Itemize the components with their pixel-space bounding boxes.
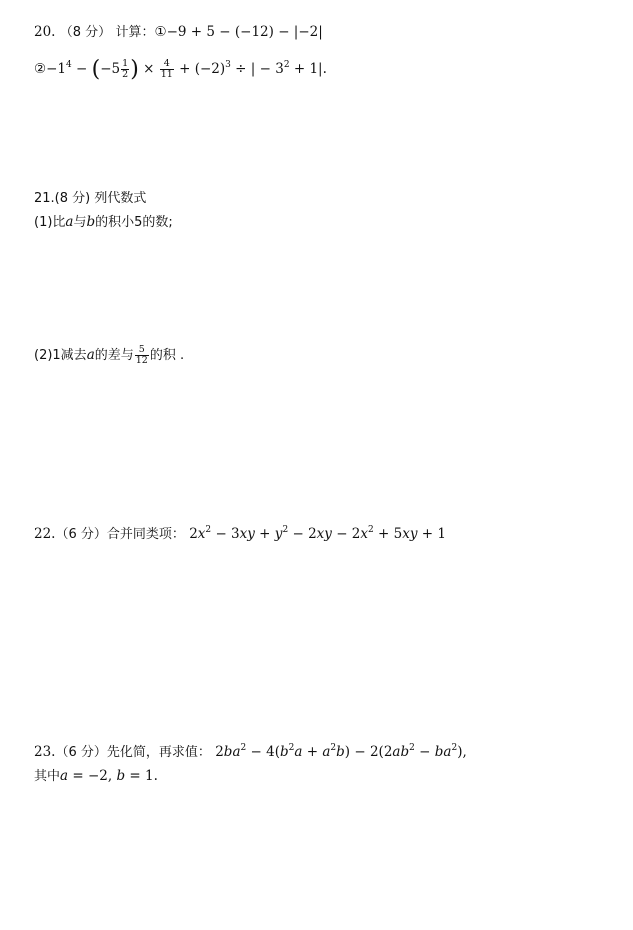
q22-line bbox=[34, 525, 446, 544]
q23-expr-exp: 2 bbox=[330, 743, 337, 753]
q23-condition-value-b: = 1. bbox=[125, 768, 158, 784]
q22-expr-part: − 2 bbox=[331, 526, 361, 542]
q21-part1 bbox=[34, 213, 173, 232]
q23-expr-exp: 2 bbox=[409, 743, 415, 753]
q20-number: 20. bbox=[34, 24, 56, 40]
q23-expr-var: b bbox=[279, 744, 289, 760]
q20-item1-expression: −9 + 5 − (−12) − |−2| bbox=[166, 24, 323, 40]
q22-expr-var: xy bbox=[316, 526, 332, 542]
q22-expr-var: x bbox=[197, 526, 206, 542]
q23-condition-var-b: b bbox=[116, 768, 126, 784]
q22-expression bbox=[189, 526, 446, 542]
q23-expr-part: ), bbox=[457, 744, 467, 760]
q23-expr-part: − bbox=[414, 744, 435, 760]
q23-expr-var: ab bbox=[392, 744, 410, 760]
q22-expr-exp: 2 bbox=[368, 525, 374, 535]
q20-line1 bbox=[34, 23, 323, 42]
q23-condition-label: 其中 bbox=[34, 769, 61, 784]
q20-item2-exp3: 2 bbox=[283, 60, 290, 70]
q20-item2-mixed-numerator: 1 bbox=[122, 58, 129, 69]
q20-item2-rparen: ) bbox=[130, 57, 139, 82]
q20-item2-exp2: 3 bbox=[225, 60, 231, 70]
q22-expr-var: y bbox=[274, 526, 283, 542]
q23-expr-part: − 4( bbox=[246, 744, 280, 760]
q20-item2-marker: ② bbox=[34, 61, 47, 77]
q23-expr-var: a bbox=[294, 744, 303, 760]
q21-part2-var-a: a bbox=[86, 347, 95, 363]
q23-expr-var: ba bbox=[434, 744, 452, 760]
q21-part2 bbox=[34, 342, 184, 369]
q21-part1-text-b: 与 bbox=[73, 215, 87, 230]
q22-expr-part: − 3 bbox=[211, 526, 240, 542]
q20-item2-fraction bbox=[160, 59, 174, 80]
q20-task: 计算： bbox=[115, 25, 155, 40]
q22-expr-var: x bbox=[360, 526, 369, 542]
q20-item2-exp1: 4 bbox=[66, 60, 72, 70]
q23-line1 bbox=[34, 743, 467, 762]
q22-expr-part: + bbox=[254, 526, 275, 542]
q22-expr-var: xy bbox=[402, 526, 418, 542]
q20-item2-term5: + 1|. bbox=[289, 61, 327, 77]
q21-part2-text-c: 的积 . bbox=[149, 348, 185, 363]
q21-part2-numerator: 5 bbox=[135, 345, 149, 356]
q21-part2-text-a: (2)1减去 bbox=[34, 348, 87, 363]
q20-item2-term1: −1 bbox=[46, 61, 67, 77]
q22-expr-part: 2 bbox=[189, 526, 198, 542]
q21-part1-var-b: b bbox=[86, 214, 96, 230]
q23-expr-part: ) − 2(2 bbox=[344, 744, 393, 760]
q20-line2 bbox=[34, 56, 327, 83]
q23-expr-exp: 2 bbox=[451, 743, 458, 753]
q22-expr-exp: 2 bbox=[205, 525, 212, 535]
q23-line2 bbox=[34, 767, 158, 786]
q21-part1-text-c: 的积小5的数; bbox=[95, 215, 173, 230]
q23-expr-var: ba bbox=[223, 744, 241, 760]
q20-points: （8 分） bbox=[59, 25, 112, 40]
q22-expr-exp: 2 bbox=[282, 525, 289, 535]
q21-heading: 21.(8 分) 列代数式 bbox=[34, 191, 147, 206]
q23-expr-part: 2 bbox=[215, 744, 224, 760]
q22-number: 22. bbox=[34, 526, 56, 542]
q23-number: 23. bbox=[34, 744, 56, 760]
q21-part2-fraction bbox=[135, 345, 149, 366]
q23-expression bbox=[215, 744, 467, 760]
q23-expr-part: + bbox=[302, 744, 323, 760]
q20-item2-op2: × bbox=[138, 61, 159, 77]
q23-task: 先化简，再求值： bbox=[106, 745, 211, 760]
q22-expr-part: + 5 bbox=[373, 526, 403, 542]
q23-expr-var: b bbox=[336, 744, 345, 760]
q20-item2-denominator: 11 bbox=[160, 69, 173, 80]
q22-expr-var: xy bbox=[239, 526, 255, 542]
q21-part1-var-a: a bbox=[65, 214, 74, 230]
q20-item2-numerator: 4 bbox=[160, 59, 174, 70]
q22-points: （6 分） bbox=[55, 527, 107, 542]
q22-task: 合并同类项： bbox=[106, 527, 185, 542]
q20-item2-op1: − bbox=[71, 61, 92, 77]
q20-item1-marker: ① bbox=[154, 24, 167, 40]
q20-item2-term3: + (−2) bbox=[174, 61, 226, 77]
q20-item2-term4: ÷ | − 3 bbox=[230, 61, 284, 77]
q20-item2-mixed-whole: −5 bbox=[100, 61, 121, 77]
q20-item2-mixed-fraction bbox=[121, 59, 129, 80]
q20-item2-mixed-denominator: 2 bbox=[122, 69, 129, 80]
q20-item2-lparen: ( bbox=[91, 57, 101, 82]
q21-part1-text-a: (1)比 bbox=[34, 215, 66, 230]
q23-condition-var-a: a bbox=[60, 768, 69, 784]
q23-expr-var: a bbox=[322, 744, 331, 760]
q22-expr-part: − 2 bbox=[288, 526, 317, 542]
q22-expr-part: + 1 bbox=[417, 526, 446, 542]
q23-condition-value-a: = −2, bbox=[68, 768, 117, 784]
q21-part2-text-b: 的差与 bbox=[94, 348, 134, 363]
q23-expr-exp: 2 bbox=[240, 743, 247, 753]
q23-points: （6 分） bbox=[55, 745, 107, 760]
q21-part2-denominator: 12 bbox=[135, 355, 148, 366]
q23-expr-exp: 2 bbox=[288, 743, 295, 753]
